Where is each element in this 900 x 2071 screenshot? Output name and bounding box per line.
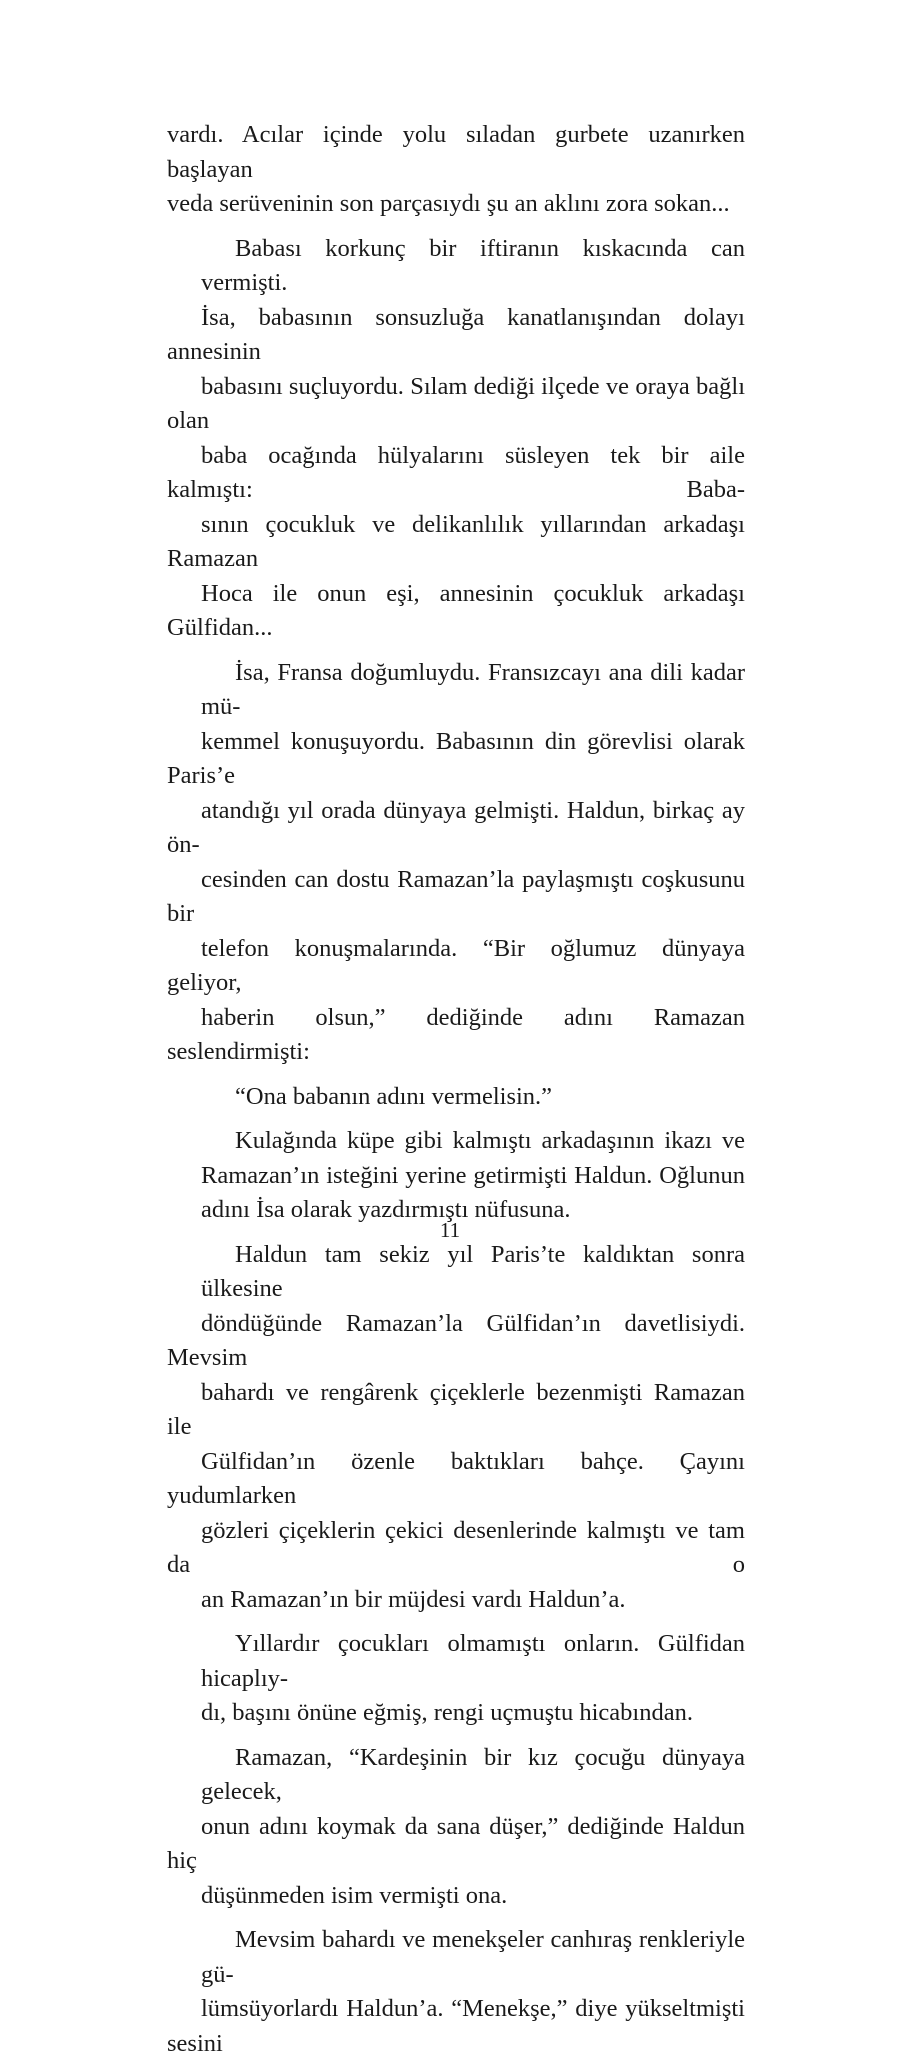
- text-line: döndüğünde Ramazan’la Gülfidan’ın davetlisiydi. Mevsim: [167, 1309, 745, 1371]
- text-line: Ramazan, “Kardeşinin bir kız çocuğu dünyaya gelecek,: [201, 1743, 745, 1805]
- paragraph-3: [167, 656, 745, 1070]
- paragraph-5: [167, 1124, 745, 1228]
- text-line: Haldun tam sekiz yıl Paris’te kaldıktan sonra ülkesine: [201, 1240, 745, 1302]
- text-line: haberin olsun,” dediğinde adını Ramazan seslendirmişti:: [167, 1003, 745, 1065]
- text-line: Hoca ile onun eşi, annesinin çocukluk arkadaşı Gülfidan...: [167, 579, 745, 641]
- paragraph-4: [167, 1080, 745, 1115]
- text-line: düşünmeden isim vermişti ona.: [201, 1881, 508, 1909]
- text-line: Gülfidan’ın özenle baktıkları bahçe. Çayını yudumlarken: [167, 1447, 745, 1509]
- text-line: veda serüveninin son parçasıydı şu an aklını zora sokan...: [167, 190, 730, 217]
- text-line: baba ocağında hülyalarını süsleyen tek bir aile kalmıştı: Baba-: [167, 441, 745, 503]
- paragraph-1: [167, 118, 745, 222]
- text-line: İsa, babasının sonsuzluğa kanatlanışından dolayı annesinin: [167, 303, 745, 365]
- text-line: onun adını koymak da sana düşer,” dediğinde Haldun hiç: [167, 1812, 745, 1874]
- text-line: “Ona babanın adını vermelisin.”: [235, 1082, 553, 1110]
- paragraph-2: [167, 232, 745, 646]
- text-line: Babası korkunç bir iftiranın kıskacında can vermişti.: [201, 234, 745, 296]
- text-line: atandığı yıl orada dünyaya gelmişti. Haldun, birkaç ay ön-: [167, 796, 745, 858]
- text-line: Yıllardır çocukları olmamıştı onların. Gülfidan hicaplıy-: [201, 1630, 745, 1692]
- text-line: cesinden can dostu Ramazan’la paylaşmıştı coşkusunu bir: [167, 865, 745, 927]
- text-line: Ramazan’ın isteğini yerine getirmişti Haldun. Oğlunun: [201, 1161, 745, 1189]
- paragraph-8: [167, 1741, 745, 1914]
- text-line: telefon konuşmalarında. “Bir oğlumuz dünyaya geliyor,: [167, 934, 745, 996]
- text-line: adını İsa olarak yazdırmıştı nüfusuna.: [201, 1196, 571, 1223]
- text-line: gözleri çiçeklerin çekici desenlerinde kalmıştı ve tam da o: [167, 1516, 745, 1578]
- text-line: vardı. Acılar içinde yolu sıladan gurbete uzanırken başlayan: [167, 121, 745, 183]
- text-line: dı, başını önüne eğmiş, rengi uçmuştu hicabından.: [201, 1699, 693, 1726]
- page-body: [167, 118, 745, 2071]
- text-line: kemmel konuşuyordu. Babasının din görevlisi olarak Paris’e: [167, 727, 745, 789]
- paragraph-6: [167, 1238, 745, 1618]
- paragraph-9: [167, 1923, 745, 2061]
- paragraph-7: [167, 1627, 745, 1731]
- page-number: 11: [439, 1218, 461, 1242]
- text-line: Kulağında küpe gibi kalmıştı arkadaşının ikazı ve: [235, 1127, 745, 1154]
- text-line: Mevsim bahardı ve menekşeler canhıraş renkleriyle gü-: [201, 1926, 745, 1988]
- text-line: lümsüyorlardı Haldun’a. “Menekşe,” diye yükseltmişti sesini: [167, 1995, 745, 2057]
- text-line: sının çocukluk ve delikanlılık yıllarından arkadaşı Ramazan: [167, 510, 745, 572]
- text-line: an Ramazan’ın bir müjdesi vardı Haldun’a.: [201, 1585, 626, 1613]
- text-line: bahardı ve rengârenk çiçeklerle bezenmişti Ramazan ile: [167, 1378, 745, 1440]
- text-line: babasını suçluyordu. Sılam dediği ilçede ve oraya bağlı olan: [167, 372, 745, 434]
- text-line: İsa, Fransa doğumluydu. Fransızcayı ana dili kadar mü-: [201, 658, 745, 720]
